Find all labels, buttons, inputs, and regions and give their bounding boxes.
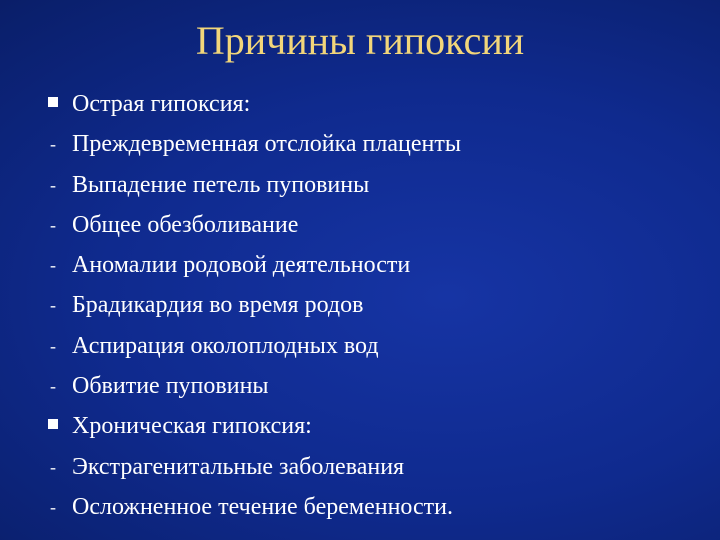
list-item-text: Хроническая гипоксия: bbox=[72, 413, 312, 440]
slide-title: Причины гипоксии bbox=[195, 18, 525, 63]
list-item bbox=[0, 245, 720, 285]
list-item bbox=[0, 406, 720, 446]
bullet-list bbox=[0, 84, 720, 527]
dash-bullet-icon: - bbox=[50, 134, 56, 155]
dash-bullet-icon: - bbox=[50, 456, 56, 477]
list-item-text: Обвитие пуповины bbox=[72, 373, 269, 400]
list-item bbox=[0, 366, 720, 406]
list-item bbox=[0, 326, 720, 366]
dash-bullet-icon: - bbox=[50, 214, 56, 235]
list-item-text: Общее обезболивание bbox=[72, 211, 299, 238]
list-item-text: Аспирация околоплодных вод bbox=[72, 332, 379, 359]
list-item bbox=[0, 165, 720, 205]
list-item-text: Осложненное течение беременности. bbox=[72, 493, 453, 520]
dash-bullet-icon: - bbox=[50, 376, 56, 397]
list-item bbox=[0, 447, 720, 487]
list-item-text: Брадикардия во время родов bbox=[72, 292, 364, 319]
list-item-text: Экстрагенитальные заболевания bbox=[72, 453, 405, 480]
list-item bbox=[0, 487, 720, 527]
list-item-text: Выпадение петель пуповины bbox=[72, 171, 370, 198]
dash-bullet-icon: - bbox=[50, 174, 56, 195]
dash-bullet-icon: - bbox=[50, 496, 56, 517]
list-item bbox=[0, 84, 720, 124]
dash-bullet-icon: - bbox=[50, 335, 56, 356]
list-item-text: Острая гипоксия: bbox=[72, 91, 251, 117]
list-item bbox=[0, 285, 720, 325]
dash-bullet-icon: - bbox=[50, 255, 56, 276]
list-item bbox=[0, 124, 720, 164]
list-item bbox=[0, 205, 720, 245]
dash-bullet-icon: - bbox=[50, 295, 56, 316]
list-item-text: Преждевременная отслойка плаценты bbox=[72, 131, 461, 158]
list-item-text: Аномалии родовой деятельности bbox=[72, 252, 411, 279]
